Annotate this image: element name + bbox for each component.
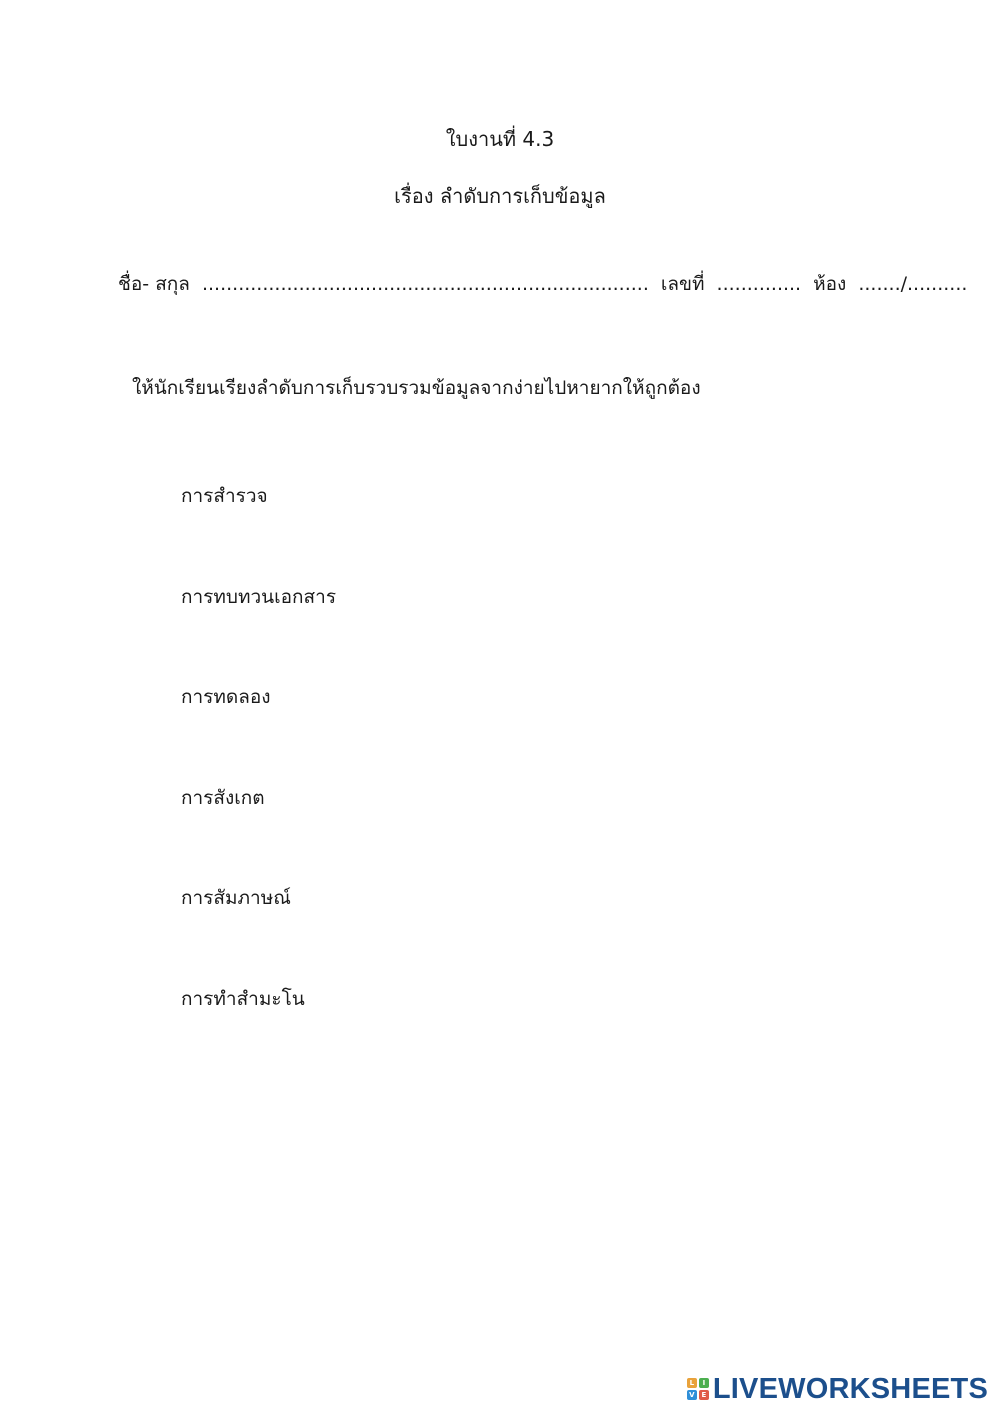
method-item[interactable]: การสังเกต xyxy=(181,787,265,809)
number-field[interactable]: .............. xyxy=(716,273,802,295)
brand-wordmark: LIVEWORKSHEETS xyxy=(712,1372,988,1405)
instruction-text: ให้นักเรียนเรียงลำดับการเก็บรวบรวมข้อมูลจากง่ายไปหายากให้ถูกต้อง xyxy=(132,377,701,399)
method-item[interactable]: การทดลอง xyxy=(181,686,271,708)
logo-tile-l: L xyxy=(687,1378,697,1388)
logo-tile-e: E xyxy=(699,1390,709,1400)
student-info-row xyxy=(118,270,968,298)
liveworksheets-logo-icon xyxy=(687,1378,709,1400)
room-field[interactable]: ......./.......... xyxy=(858,273,968,295)
logo-tile-v: V xyxy=(687,1390,697,1400)
name-field[interactable]: .......................................................................... xyxy=(201,273,649,295)
name-label: ชื่อ- สกุล xyxy=(118,273,190,295)
method-item[interactable]: การทบทวนเอกสาร xyxy=(181,586,337,608)
method-item[interactable]: การสัมภาษณ์ xyxy=(181,887,291,909)
worksheet-subtitle: เรื่อง ลำดับการเก็บข้อมูล xyxy=(394,184,606,208)
liveworksheets-brand xyxy=(687,1372,988,1406)
room-label: ห้อง xyxy=(813,273,847,295)
number-label: เลขที่ xyxy=(660,273,705,295)
method-item[interactable]: การสำรวจ xyxy=(181,485,268,507)
method-item[interactable]: การทำสำมะโน xyxy=(181,988,305,1010)
worksheet-title: ใบงานที่ 4.3 xyxy=(445,127,555,151)
logo-tile-i: I xyxy=(699,1378,709,1388)
